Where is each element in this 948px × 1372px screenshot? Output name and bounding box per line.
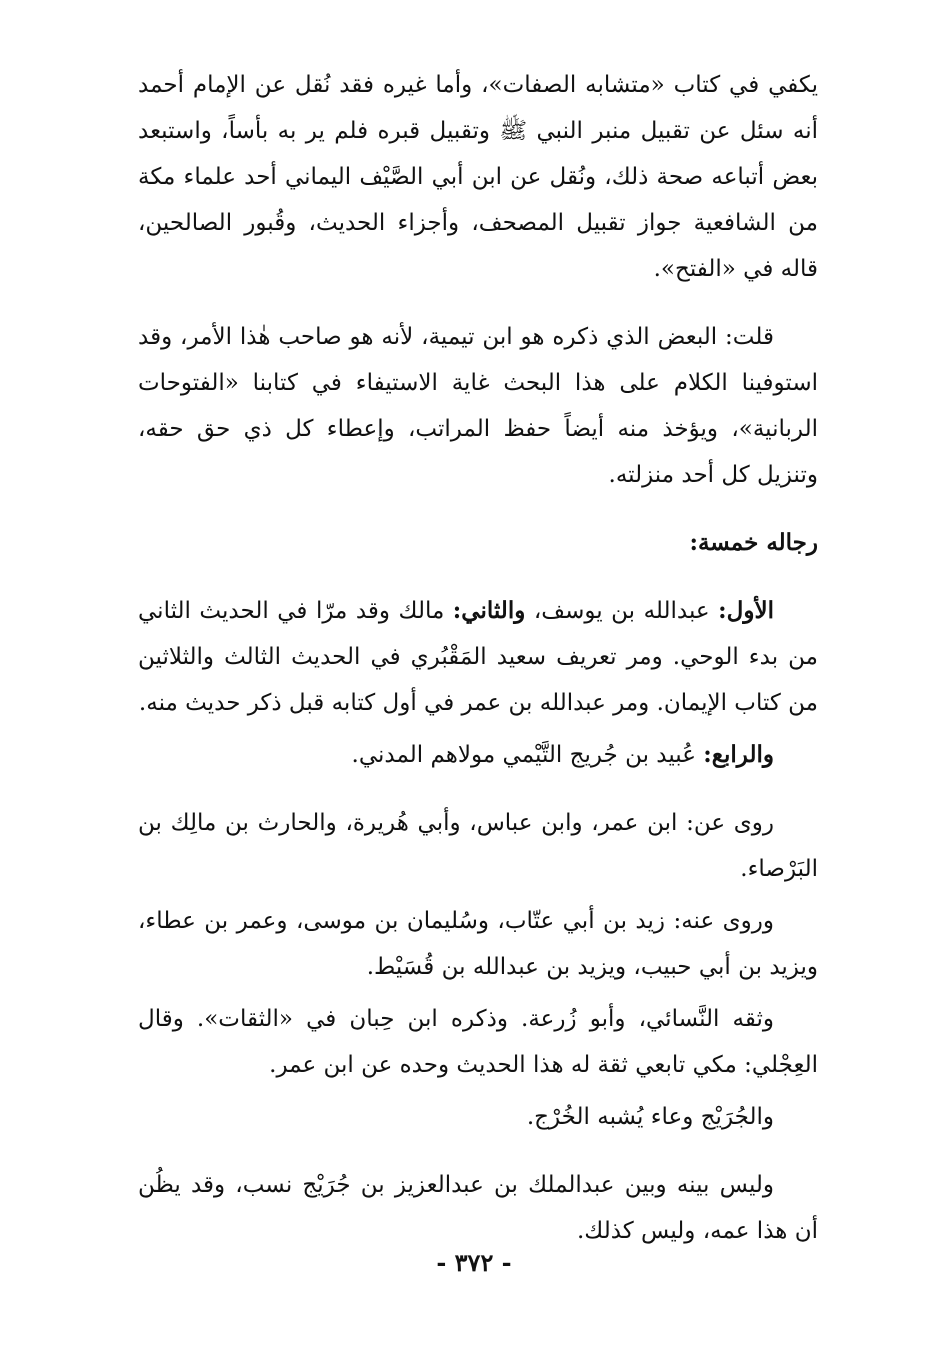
- paragraph-6: وروى عنه: زيد بن أبي عتّاب، وسُليمان بن موسى، وعمر بن عطاء، ويزيد بن أبي حبيب، ويزيد بن عبدالله بن قُسَيْط.: [138, 908, 818, 980]
- text-second: مالك وقد مرّا في الحديث الثاني من بدء الوحي. ومر تعريف سعيد المَقْبُري في الحديث الثالث والثلاثين من كتاب الإيمان. ومر عبدالله بن عمر في أول كتابه قبل ذكر حديث منه.: [138, 598, 818, 716]
- paragraph-7: وثقه النَّسائي، وأبو زُرعة. وذكره ابن حِبان في «الثقات». وقال العِجْلي: مكي تابعي ثقة له هذا الحديث وحده عن ابن عمر.: [138, 1006, 818, 1078]
- paragraph-8: والجُرَيْج وعاء يُشبه الخُرْج.: [526, 1104, 774, 1130]
- label-first: الأول:: [718, 597, 774, 624]
- page-number: - ٣٧٢ -: [436, 1248, 512, 1277]
- paragraph-1: يكفي في كتاب «متشابه الصفات»، وأما غيره فقد نُقل عن الإمام أحمد أنه سئل عن تقبيل منبر النبي ﷺ وتقبيل قبره فلم ير به بأساً، واستبعد بعض أتباعه صحة ذلك، ونُقل عن ابن أبي الصَّيْف اليماني أحد علماء مكة من الشافعية جواز تقبيل المصحف، وأجزاء الحديث، وقُبور الصالحين، قاله في «الفتح».: [138, 72, 818, 282]
- paragraph-9: وليس بينه وبين عبدالملك بن عبدالعزيز بن جُرَيْج نسب، وقد يظُن أن هذا عمه، وليس كذلك.: [138, 1172, 818, 1244]
- paragraph-2: قلت: البعض الذي ذكره هو ابن تيمية، لأنه هو صاحب هٰذا الأمر، وقد استوفينا الكلام على هذا البحث غاية الاستيفاء في كتابنا «الفتوحات الربانية»، ويؤخذ منه أيضاً حفظ المراتب، وإعطاء كل ذي حق حقه، وتنزيل كل أحد منزلته.: [138, 324, 818, 488]
- paragraph-3: [138, 588, 818, 726]
- text-fourth: عُبيد بن جُريج التَّيْمي مولاهم المدني.: [351, 742, 704, 768]
- section-heading: رجاله خمسة:: [689, 529, 818, 556]
- page-body: [138, 62, 818, 1254]
- label-second: والثاني:: [452, 597, 526, 624]
- text-first: عبدالله بن يوسف،: [525, 598, 719, 624]
- label-fourth: والرابع:: [703, 741, 774, 768]
- paragraph-5: روى عن: ابن عمر، وابن عباس، وأبي هُريرة، والحارث بن مالِك بن البَرْصاء.: [138, 810, 818, 882]
- paragraph-4: [138, 732, 818, 778]
